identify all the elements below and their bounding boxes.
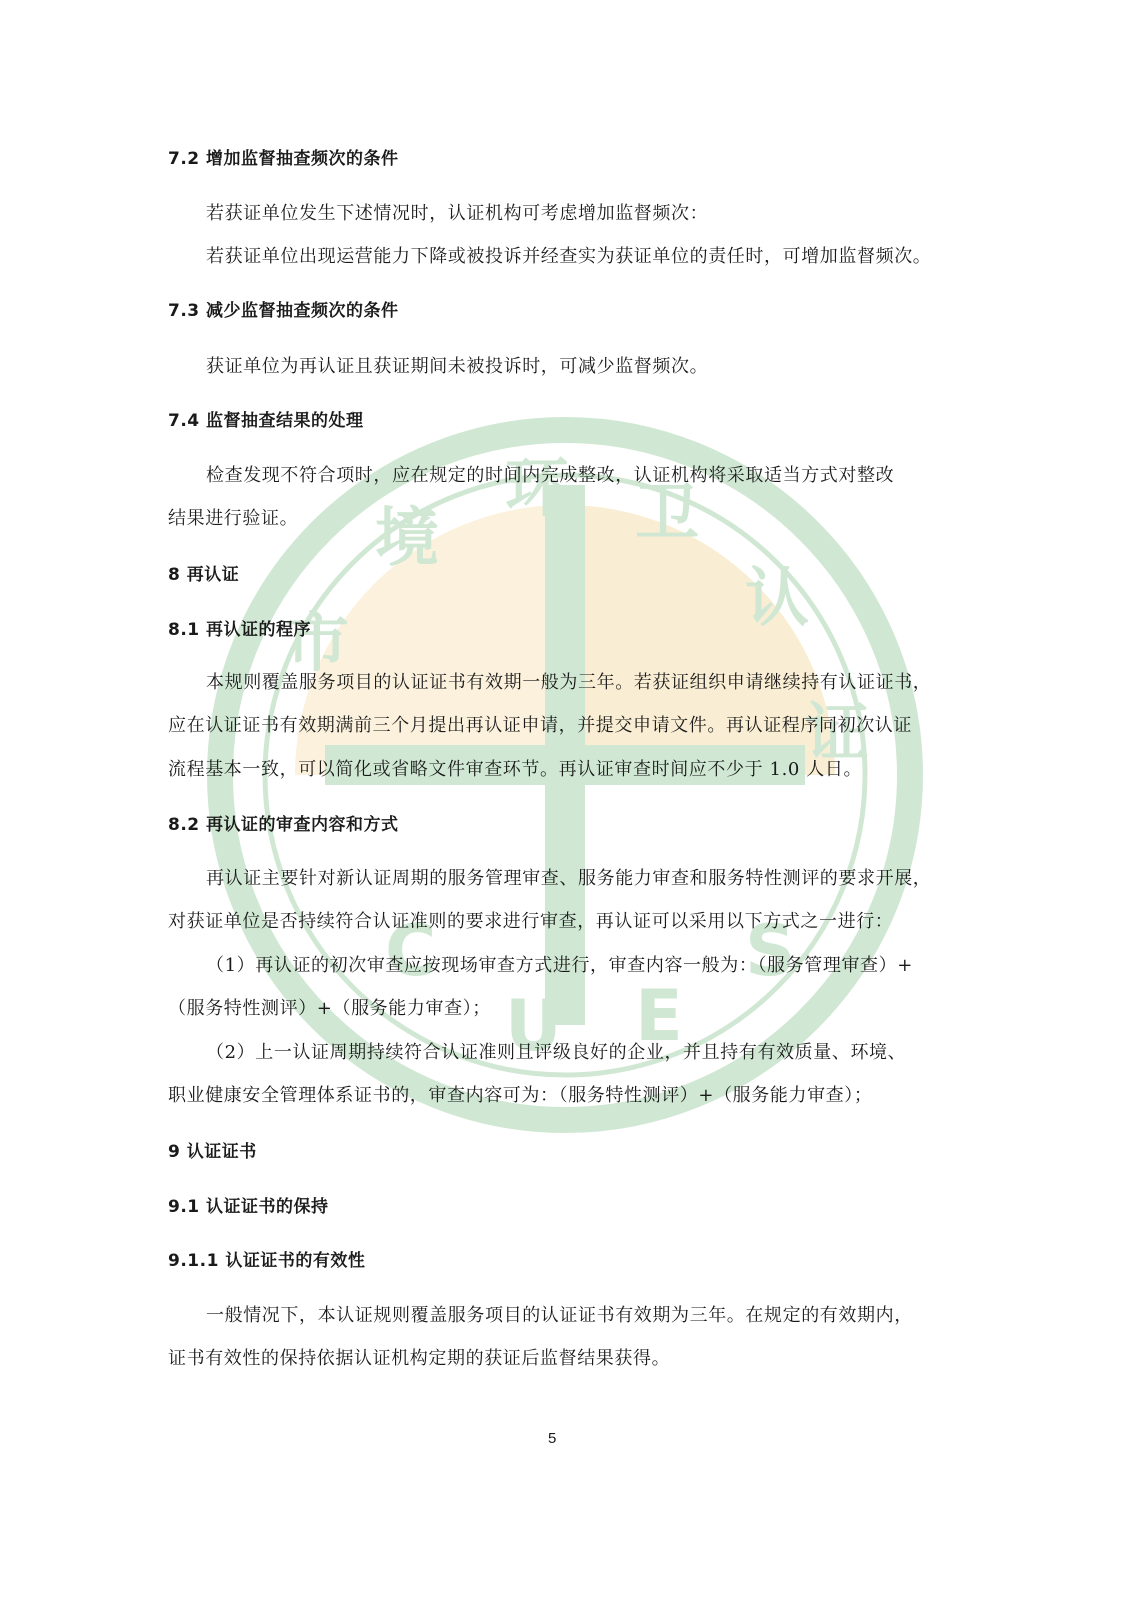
heading-8-2: 8.2 再认证的审查内容和方式 <box>168 815 399 835</box>
heading-7-2: 7.2 增加监督抽查频次的条件 <box>168 149 399 169</box>
wm-letter-u: U <box>505 985 562 1067</box>
para-7-2-line2: 若获证单位出现运营能力下降或被投诉并经查实为获证单位的责任时，可增加监督频次。 <box>206 246 932 267</box>
para-9-1-1-line2: 证书有效性的保持依据认证机构定期的获证后监督结果获得。 <box>168 1348 671 1369</box>
wm-letter-e: E <box>635 975 683 1057</box>
wm-char-1: 市 <box>285 607 349 681</box>
heading-7-3: 7.3 减少监督抽查频次的条件 <box>168 301 399 321</box>
heading-7-4: 7.4 监督抽查结果的处理 <box>168 411 364 431</box>
wm-char-5: 认 <box>745 562 809 636</box>
para-7-4-line2: 结果进行验证。 <box>168 508 299 529</box>
para-8-1-line2: 应在认证证书有效期满前三个月提出再认证申请，并提交申请文件。再认证程序同初次认证 <box>168 715 912 736</box>
wm-letter-c: C <box>385 910 437 992</box>
para-9-1-1-line1: 一般情况下，本认证规则覆盖服务项目的认证证书有效期为三年。在规定的有效期内， <box>206 1305 913 1326</box>
page-number: 5 <box>548 1430 557 1447</box>
wm-char-6: 证 <box>805 697 869 771</box>
para-8-1-line3: 流程基本一致，可以简化或省略文件审查环节。再认证审查时间应不少于 1.0 人日。 <box>168 759 863 780</box>
wm-char-2: 境 <box>375 502 439 576</box>
para-8-2-line2: 对获证单位是否持续符合认证准则的要求进行审查，再认证可以采用以下方式之一进行： <box>168 911 894 932</box>
wm-char-3: 环 <box>505 452 569 526</box>
para-7-4-line1: 检查发现不符合项时，应在规定的时间内完成整改，认证机构将采取适当方式对整改 <box>206 465 895 486</box>
para-8-2-line3: （1）再认证的初次审查应按现场审查方式进行，审查内容一般为：（服务管理审查）+ <box>206 955 913 976</box>
heading-9: 9 认证证书 <box>168 1142 257 1162</box>
wm-char-4: 卫 <box>635 477 699 551</box>
wm-letter-s: S <box>745 910 796 992</box>
para-7-3-line1: 获证单位为再认证且获证期间未被投诉时，可减少监督频次。 <box>206 356 709 377</box>
heading-9-1: 9.1 认证证书的保持 <box>168 1197 329 1217</box>
para-8-2-line5: （2）上一认证周期持续符合认证准则且评级良好的企业，并且持有有效质量、环境、 <box>206 1042 907 1063</box>
para-8-2-line6: 职业健康安全管理体系证书的，审查内容可为：（服务特性测评）+（服务能力审查）； <box>168 1085 873 1106</box>
para-8-1-line1: 本规则覆盖服务项目的认证证书有效期一般为三年。若获证组织申请继续持有认证证书， <box>206 672 932 693</box>
para-8-2-line4: （服务特性测评）+（服务能力审查）； <box>168 998 491 1019</box>
heading-9-1-1: 9.1.1 认证证书的有效性 <box>168 1251 366 1271</box>
para-8-2-line1: 再认证主要针对新认证周期的服务管理审查、服务能力审查和服务特性测评的要求开展， <box>206 868 932 889</box>
para-7-2-line1: 若获证单位发生下述情况时，认证机构可考虑增加监督频次： <box>206 203 709 224</box>
heading-8: 8 再认证 <box>168 565 240 585</box>
heading-8-1: 8.1 再认证的程序 <box>168 620 312 640</box>
